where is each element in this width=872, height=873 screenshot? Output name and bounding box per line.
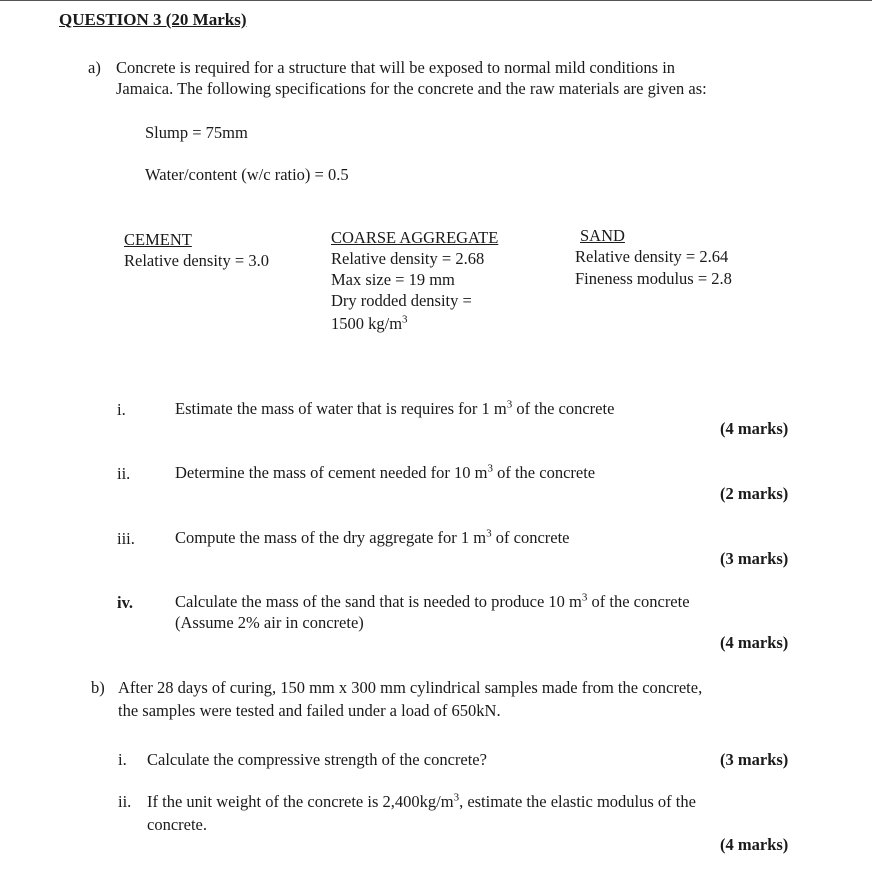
part-a-intro-line-1: Concrete is required for a structure that will be exposed to normal mild conditions in [116,58,676,77]
coarse-aggregate-relative-density: Relative density = 2.68 [331,249,485,268]
question-title: QUESTION 3 (20 Marks) [59,10,247,29]
part-a-item-4-assumption: (Assume 2% air in concrete) [175,613,364,632]
slump-spec: Slump = 75mm [145,123,248,142]
part-a-intro-line-2: Jamaica. The following specifications for the concrete and the raw materials are given as: [116,79,707,98]
part-a-label: a) [88,58,101,77]
part-b-item-1-marks: (3 marks) [720,750,789,769]
coarse-aggregate-max-size: Max size = 19 mm [331,270,455,289]
part-a-item-4-marks: (4 marks) [720,633,789,652]
part-a-item-4-text: Calculate the mass of the sand that is needed to produce 10 $m^3$ of the concrete [175,591,690,611]
coarse-aggregate-dry-rodded-density: Dry rodded density = [331,291,472,310]
coarse-aggregate-heading: COARSE AGGREGATE [331,228,499,247]
part-b-intro-line-2: the samples were tested and failed under a load of 650kN. [118,701,501,720]
part-a-item-2-number: ii. [117,464,131,483]
part-b-item-2-number: ii. [118,792,132,811]
part-b-item-2-text-line-2: concrete. [147,815,207,834]
part-a-item-3-text: Compute the mass of the dry aggregate for 1 $m^3$ of concrete [175,527,570,547]
part-b-item-2-text: If the unit weight of the concrete is $2,400kg/m^3$, estimate the elastic modulus of the [147,791,696,811]
part-a-item-1-text: Estimate the mass of water that is requires for 1 $m^3$ of the concrete [175,398,615,418]
part-a-item-3-marks: (3 marks) [720,549,789,568]
wc-ratio-spec: Water/content (w/c ratio) = 0.5 [145,165,349,184]
part-b-item-2-marks: (4 marks) [720,835,789,854]
cement-relative-density: Relative density = 3.0 [124,251,269,270]
coarse-aggregate-dry-rodded-value: 1500 $kg/m^3$ [331,313,408,333]
part-a-item-4-number: iv. [117,593,134,612]
part-a-item-1-number: i. [117,400,126,419]
part-a-item-1-marks: (4 marks) [720,419,789,438]
part-b-intro-line-1: After 28 days of curing, 150 mm x 300 mm cylindrical samples made from the concrete, [118,678,703,697]
part-b-label: b) [91,678,105,697]
sand-fineness-modulus: Fineness modulus = 2.8 [575,269,732,288]
top-border-line [0,0,872,1]
part-b-item-1-number: i. [118,750,127,769]
cement-heading: CEMENT [124,230,192,249]
sand-relative-density: Relative density = 2.64 [575,247,729,266]
part-a-item-2-text: Determine the mass of cement needed for 10 $m^3$ of the concrete [175,462,596,482]
part-a-item-2-marks: (2 marks) [720,484,789,503]
sand-heading: SAND [580,226,625,245]
part-a-item-3-number: iii. [117,529,135,548]
part-b-item-1-text: Calculate the compressive strength of the concrete? [147,750,487,769]
